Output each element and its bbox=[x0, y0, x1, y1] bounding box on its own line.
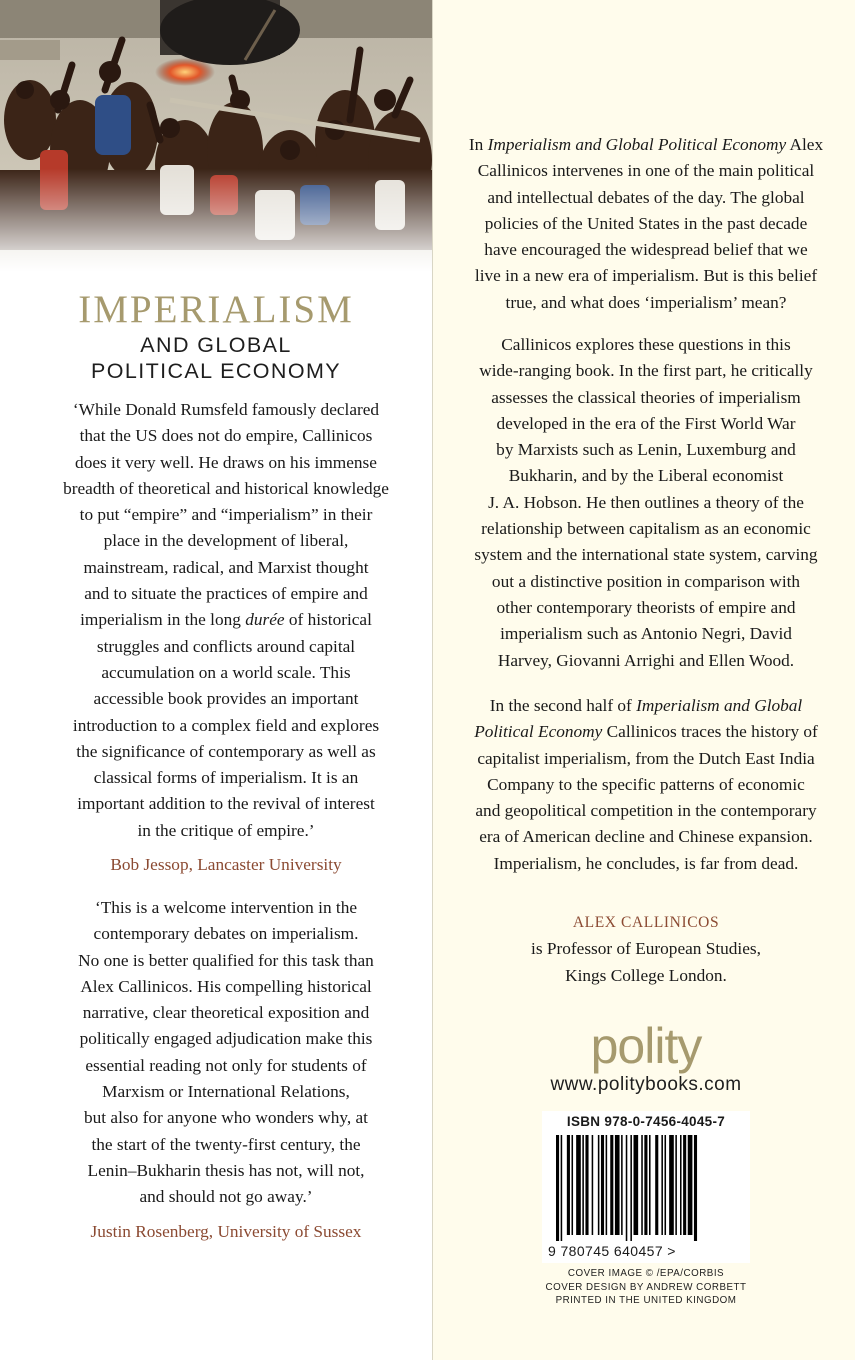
blurb-line: Company to the specific patterns of economic bbox=[487, 774, 805, 794]
quote-line: in the critique of empire.’ bbox=[137, 820, 315, 840]
blurb-line: live in a new era of imperialism. But is this belief bbox=[474, 266, 818, 286]
quote-line: to put “empire” and “imperialism” in their bbox=[79, 505, 373, 525]
blurb-line bbox=[455, 132, 837, 158]
quote-line: that the US does not do empire, Callinicos bbox=[79, 426, 373, 446]
cover-credits bbox=[455, 1267, 837, 1308]
blurb-line: and geopolitical competition in the contemporary bbox=[475, 801, 817, 821]
blurb-line bbox=[455, 719, 837, 745]
barcode-bar bbox=[610, 1135, 613, 1235]
quote-line: accessible book provides an important bbox=[93, 689, 359, 709]
credit-line: COVER DESIGN BY ANDREW CORBETT bbox=[545, 1281, 747, 1293]
blurb-line: have encouraged the widespread belief that we bbox=[484, 240, 808, 260]
quote-line: ‘While Donald Rumsfeld famously declared bbox=[72, 400, 380, 419]
quote-line: accumulation on a world scale. This bbox=[101, 662, 351, 682]
barcode-bar bbox=[680, 1135, 682, 1235]
blurb-paragraph-2 bbox=[455, 332, 837, 674]
isbn-label: ISBN 978-0-7456-4045-7 bbox=[566, 1114, 726, 1129]
title-main: IMPERIALISM bbox=[78, 288, 354, 331]
blurb-text: Alex bbox=[786, 135, 824, 154]
endorsement-quote-rosenberg bbox=[40, 895, 412, 1245]
publisher-logo: polity bbox=[590, 1018, 702, 1074]
barcode-bar bbox=[655, 1135, 658, 1235]
barcode-bar bbox=[621, 1135, 623, 1235]
quote-italic-text: durée bbox=[245, 610, 285, 630]
blurb-line: true, and what does ‘imperialism’ mean? bbox=[505, 292, 787, 312]
cover-photo-protest bbox=[0, 0, 432, 272]
blurb-paragraph-3 bbox=[455, 693, 837, 877]
author-bio-line: Kings College London. bbox=[565, 965, 727, 985]
blurb-line: imperialism such as Antonio Negri, David bbox=[500, 624, 792, 644]
quote-line: ‘This is a welcome intervention in the bbox=[94, 898, 358, 917]
author-bio-line: is Professor of European Studies, bbox=[531, 939, 761, 959]
blurb-line: capitalist imperialism, from the Dutch East India bbox=[477, 748, 815, 768]
blurb-italic-title: Imperialism and Global Political Economy bbox=[487, 135, 787, 154]
quote-line: No one is better qualified for this task than bbox=[78, 950, 374, 970]
quote-line: mainstream, radical, and Marxist thought bbox=[83, 557, 369, 577]
barcode-bar bbox=[598, 1135, 600, 1235]
blurb-line bbox=[455, 693, 837, 719]
barcode-bar bbox=[561, 1135, 563, 1241]
barcode-bar bbox=[649, 1135, 651, 1235]
quote-line: Lenin–Bukharin thesis has not, will not, bbox=[87, 1160, 365, 1180]
blurb-line: J. A. Hobson. He then outlines a theory of the bbox=[488, 492, 804, 512]
blurb-line: Callinicos intervenes in one of the main political bbox=[477, 161, 815, 181]
barcode-bar bbox=[606, 1135, 608, 1235]
barcode-bar bbox=[601, 1135, 604, 1235]
barcode-bar bbox=[694, 1135, 697, 1241]
publisher-website: www.politybooks.com bbox=[550, 1074, 742, 1095]
barcode-bar bbox=[641, 1135, 643, 1235]
blurb-line: system and the international state system, carving bbox=[474, 545, 818, 565]
barcode-bars bbox=[554, 1135, 738, 1241]
blurb-line: developed in the era of the First World War bbox=[496, 413, 796, 433]
quote-line: Alex Callinicos. His compelling historical bbox=[80, 976, 372, 996]
blurb-line: Imperialism, he concludes, is far from dead. bbox=[493, 853, 799, 873]
blurb-text: In the second half of bbox=[489, 696, 637, 715]
barcode-bar bbox=[592, 1135, 594, 1235]
barcode-bar bbox=[661, 1135, 663, 1235]
quote-line: place in the development of liberal, bbox=[103, 531, 349, 551]
blurb-text: In bbox=[468, 135, 488, 154]
author-name: ALEX CALLINICOS bbox=[572, 914, 720, 931]
quote-attribution-rosenberg: Justin Rosenberg, University of Sussex bbox=[90, 1221, 362, 1241]
blurb-line: Harvey, Giovanni Arrighi and Ellen Wood. bbox=[497, 650, 795, 670]
quote-line bbox=[40, 607, 412, 633]
blurb-line: Bukharin, and by the Liberal economist bbox=[508, 466, 784, 486]
quote-line: and to situate the practices of empire and bbox=[84, 584, 368, 604]
quote-line: and should not go away.’ bbox=[139, 1187, 313, 1207]
barcode-bar bbox=[556, 1135, 559, 1241]
credit-line: PRINTED IN THE UNITED KINGDOM bbox=[555, 1295, 737, 1306]
book-title-block bbox=[0, 288, 432, 384]
isbn-barcode bbox=[542, 1111, 750, 1263]
blurb-text: Callinicos traces the history of bbox=[602, 722, 818, 742]
blurb-line: era of American decline and Chinese expansion. bbox=[479, 827, 813, 847]
blurb-line: policies of the United States in the past decade bbox=[484, 213, 808, 233]
quote-line: does it very well. He draws on his immense bbox=[75, 452, 377, 472]
blurb-italic-title: Imperialism and Global bbox=[636, 696, 803, 715]
barcode-bar bbox=[615, 1135, 620, 1235]
barcode-bar bbox=[572, 1135, 574, 1235]
barcode-bar bbox=[582, 1135, 584, 1235]
quote-attribution-jessop: Bob Jessop, Lancaster University bbox=[110, 855, 342, 875]
barcode-bar bbox=[644, 1135, 647, 1235]
blurb-line: and intellectual debates of the day. The global bbox=[487, 187, 805, 207]
title-sub-line-2: POLITICAL ECONOMY bbox=[91, 359, 341, 383]
barcode-bar bbox=[675, 1135, 677, 1235]
blurb-line: Callinicos explores these questions in this bbox=[501, 335, 791, 354]
quote-line: important addition to the revival of interest bbox=[77, 794, 375, 814]
protest-photo-illustration bbox=[0, 0, 432, 272]
quote-line: the significance of contemporary as well as bbox=[76, 741, 376, 761]
barcode-bar bbox=[688, 1135, 693, 1235]
barcode-digits: 9 780745 640457 > bbox=[548, 1243, 676, 1259]
quote-line: Marxism or International Relations, bbox=[102, 1082, 350, 1102]
barcode-bar bbox=[567, 1135, 570, 1235]
barcode-bar bbox=[585, 1135, 588, 1235]
quote-line: struggles and conflicts around capital bbox=[96, 636, 356, 656]
author-bio bbox=[455, 910, 837, 989]
quote-line: introduction to a complex field and explores bbox=[72, 715, 380, 735]
barcode-bar bbox=[634, 1135, 639, 1235]
quote-line: essential reading not only for students of bbox=[85, 1055, 367, 1075]
blurb-line: assesses the classical theories of imperialism bbox=[491, 387, 801, 407]
barcode-bar bbox=[576, 1135, 581, 1235]
endorsement-quote-jessop bbox=[40, 397, 412, 878]
barcode-bar bbox=[626, 1135, 628, 1241]
title-sub-line-1: AND GLOBAL bbox=[140, 333, 292, 357]
quote-line: politically engaged adjudication make this bbox=[79, 1029, 373, 1049]
quote-text: imperialism in the long bbox=[80, 610, 246, 630]
blurb-line: by Marxists such as Lenin, Luxemburg and bbox=[496, 440, 796, 460]
blurb-line: other contemporary theorists of empire and bbox=[496, 597, 796, 617]
blurb-italic-title: Political Economy bbox=[474, 722, 603, 742]
blurb-line: out a distinctive position in comparison with bbox=[491, 571, 801, 591]
quote-line: contemporary debates on imperialism. bbox=[93, 924, 359, 944]
quote-line: but also for anyone who wonders why, at bbox=[84, 1108, 368, 1128]
quote-line: the start of the twenty-first century, the bbox=[91, 1134, 361, 1154]
blurb-line: wide-ranging book. In the first part, he critically bbox=[479, 361, 813, 381]
quote-line: classical forms of imperialism. It is an bbox=[93, 768, 359, 788]
credit-line: COVER IMAGE © /EPA/CORBIS bbox=[567, 1268, 725, 1279]
barcode-bar bbox=[665, 1135, 667, 1235]
blurb-line: relationship between capitalism as an economic bbox=[481, 519, 811, 539]
blurb-paragraph-1 bbox=[455, 132, 837, 316]
quote-text: of historical bbox=[284, 610, 372, 630]
quote-line: narrative, clear theoretical exposition and bbox=[82, 1003, 370, 1023]
barcode-bar bbox=[669, 1135, 674, 1235]
barcode-bar bbox=[630, 1135, 632, 1241]
barcode-bar bbox=[683, 1135, 686, 1235]
quote-line: breadth of theoretical and historical knowledge bbox=[63, 478, 389, 498]
